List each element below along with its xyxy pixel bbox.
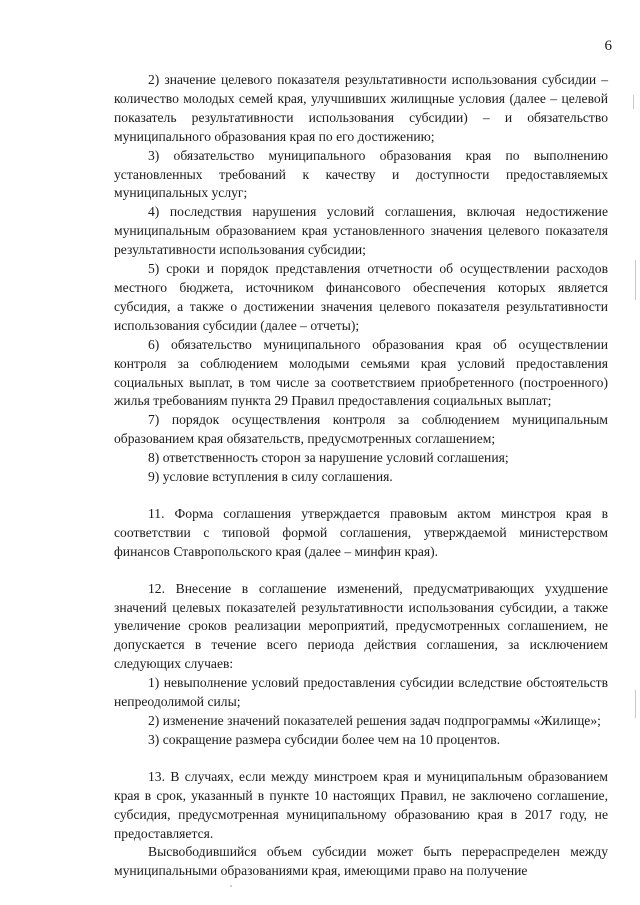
scan-artifact [635, 690, 636, 718]
paragraph-clause-12: 12. Внесение в соглашение изменений, предусматривающих ухудшение значений целевых показателей результативности использования субсидии, а также увеличение сроков реализации мероприятий, предусмотренных соглашением, не допускается в течение всего периода действия соглашения, за исключением следующих случаев: [114, 580, 608, 672]
paragraph-item-7: 7) порядок осуществления контроля за соблюдением муниципальным образованием края обязательств, предусмотренных соглашением; [114, 412, 608, 447]
paragraph-exception-2: 2) изменение значений показателей решения задач подпрограммы «Жилище»; [148, 713, 601, 728]
paragraph-item-6: 6) обязательство муниципального образования края об осуществлении контроля за соблюдением молодыми семьями края условий предоставления социальных выплат, в том числе за соответствием приобретенного (построенного) жилья требованиям пункта 29 Правил предоставления социальных выплат; [114, 336, 608, 409]
paragraph-redistribution: Высвободившийся объем субсидии может быть перераспределен между муниципальными образованиями края, имеющими право на получение [114, 844, 608, 879]
scan-artifact [230, 885, 232, 887]
paragraph-exception-3: 3) сокращение размера субсидии более чем на 10 процентов. [148, 731, 501, 747]
scan-artifact [633, 95, 634, 109]
paragraph-item-9: 9) условие вступления в силу соглашения. [148, 469, 393, 485]
paragraph-item-5: 5) сроки и порядок представления отчетности об осуществлении расходов местного бюджета, источником финансового обеспечения которых является субсидия, а также о достижении значения целевого показателя результативности использования субсидии (далее – отчеты); [114, 261, 608, 333]
paragraph-item-3: 3) обязательство муниципального образования края по выполнению установленных требований к качеству и доступности предоставляемых муниципальных услуг; [114, 147, 608, 201]
paragraph-item-4: 4) последствия нарушения условий соглашения, включая недостижение муниципальным образованием края установленного значения целевого показателя результативности использования субсидии; [114, 204, 608, 258]
paragraph-clause-11: 11. Форма соглашения утверждается правовым актом минстроя края в соответствии с типовой формой соглашения, утверждаемой министерством финансов Ставропольского края (далее – минфин края). [114, 505, 608, 559]
document-body [114, 71, 608, 881]
page-number: 6 [604, 38, 612, 54]
paragraph-item-8: 8) ответственность сторон за нарушение условий соглашения; [148, 450, 509, 466]
scan-artifact [635, 260, 636, 300]
paragraph-clause-13: 13. В случаях, если между минстроем края и муниципальным образованием края в срок, указанный в пункте 10 настоящих Правил, не заключено соглашение, субсидия, предусмотренная муниципальному образованию края в 2017 году, не предоставляется. [114, 768, 608, 841]
paragraph-exception-1: 1) невыполнение условий предоставления субсидии вследствие обстоятельств непреодолимой силы; [114, 675, 608, 710]
paragraph-item-2: 2) значение целевого показателя результативности использования субсидии – количество молодых семей края, улучшивших жилищные условия (далее – целевой показатель результативности использования субсидии) – и обязательство муниципального образования края по его достижению; [114, 72, 608, 144]
